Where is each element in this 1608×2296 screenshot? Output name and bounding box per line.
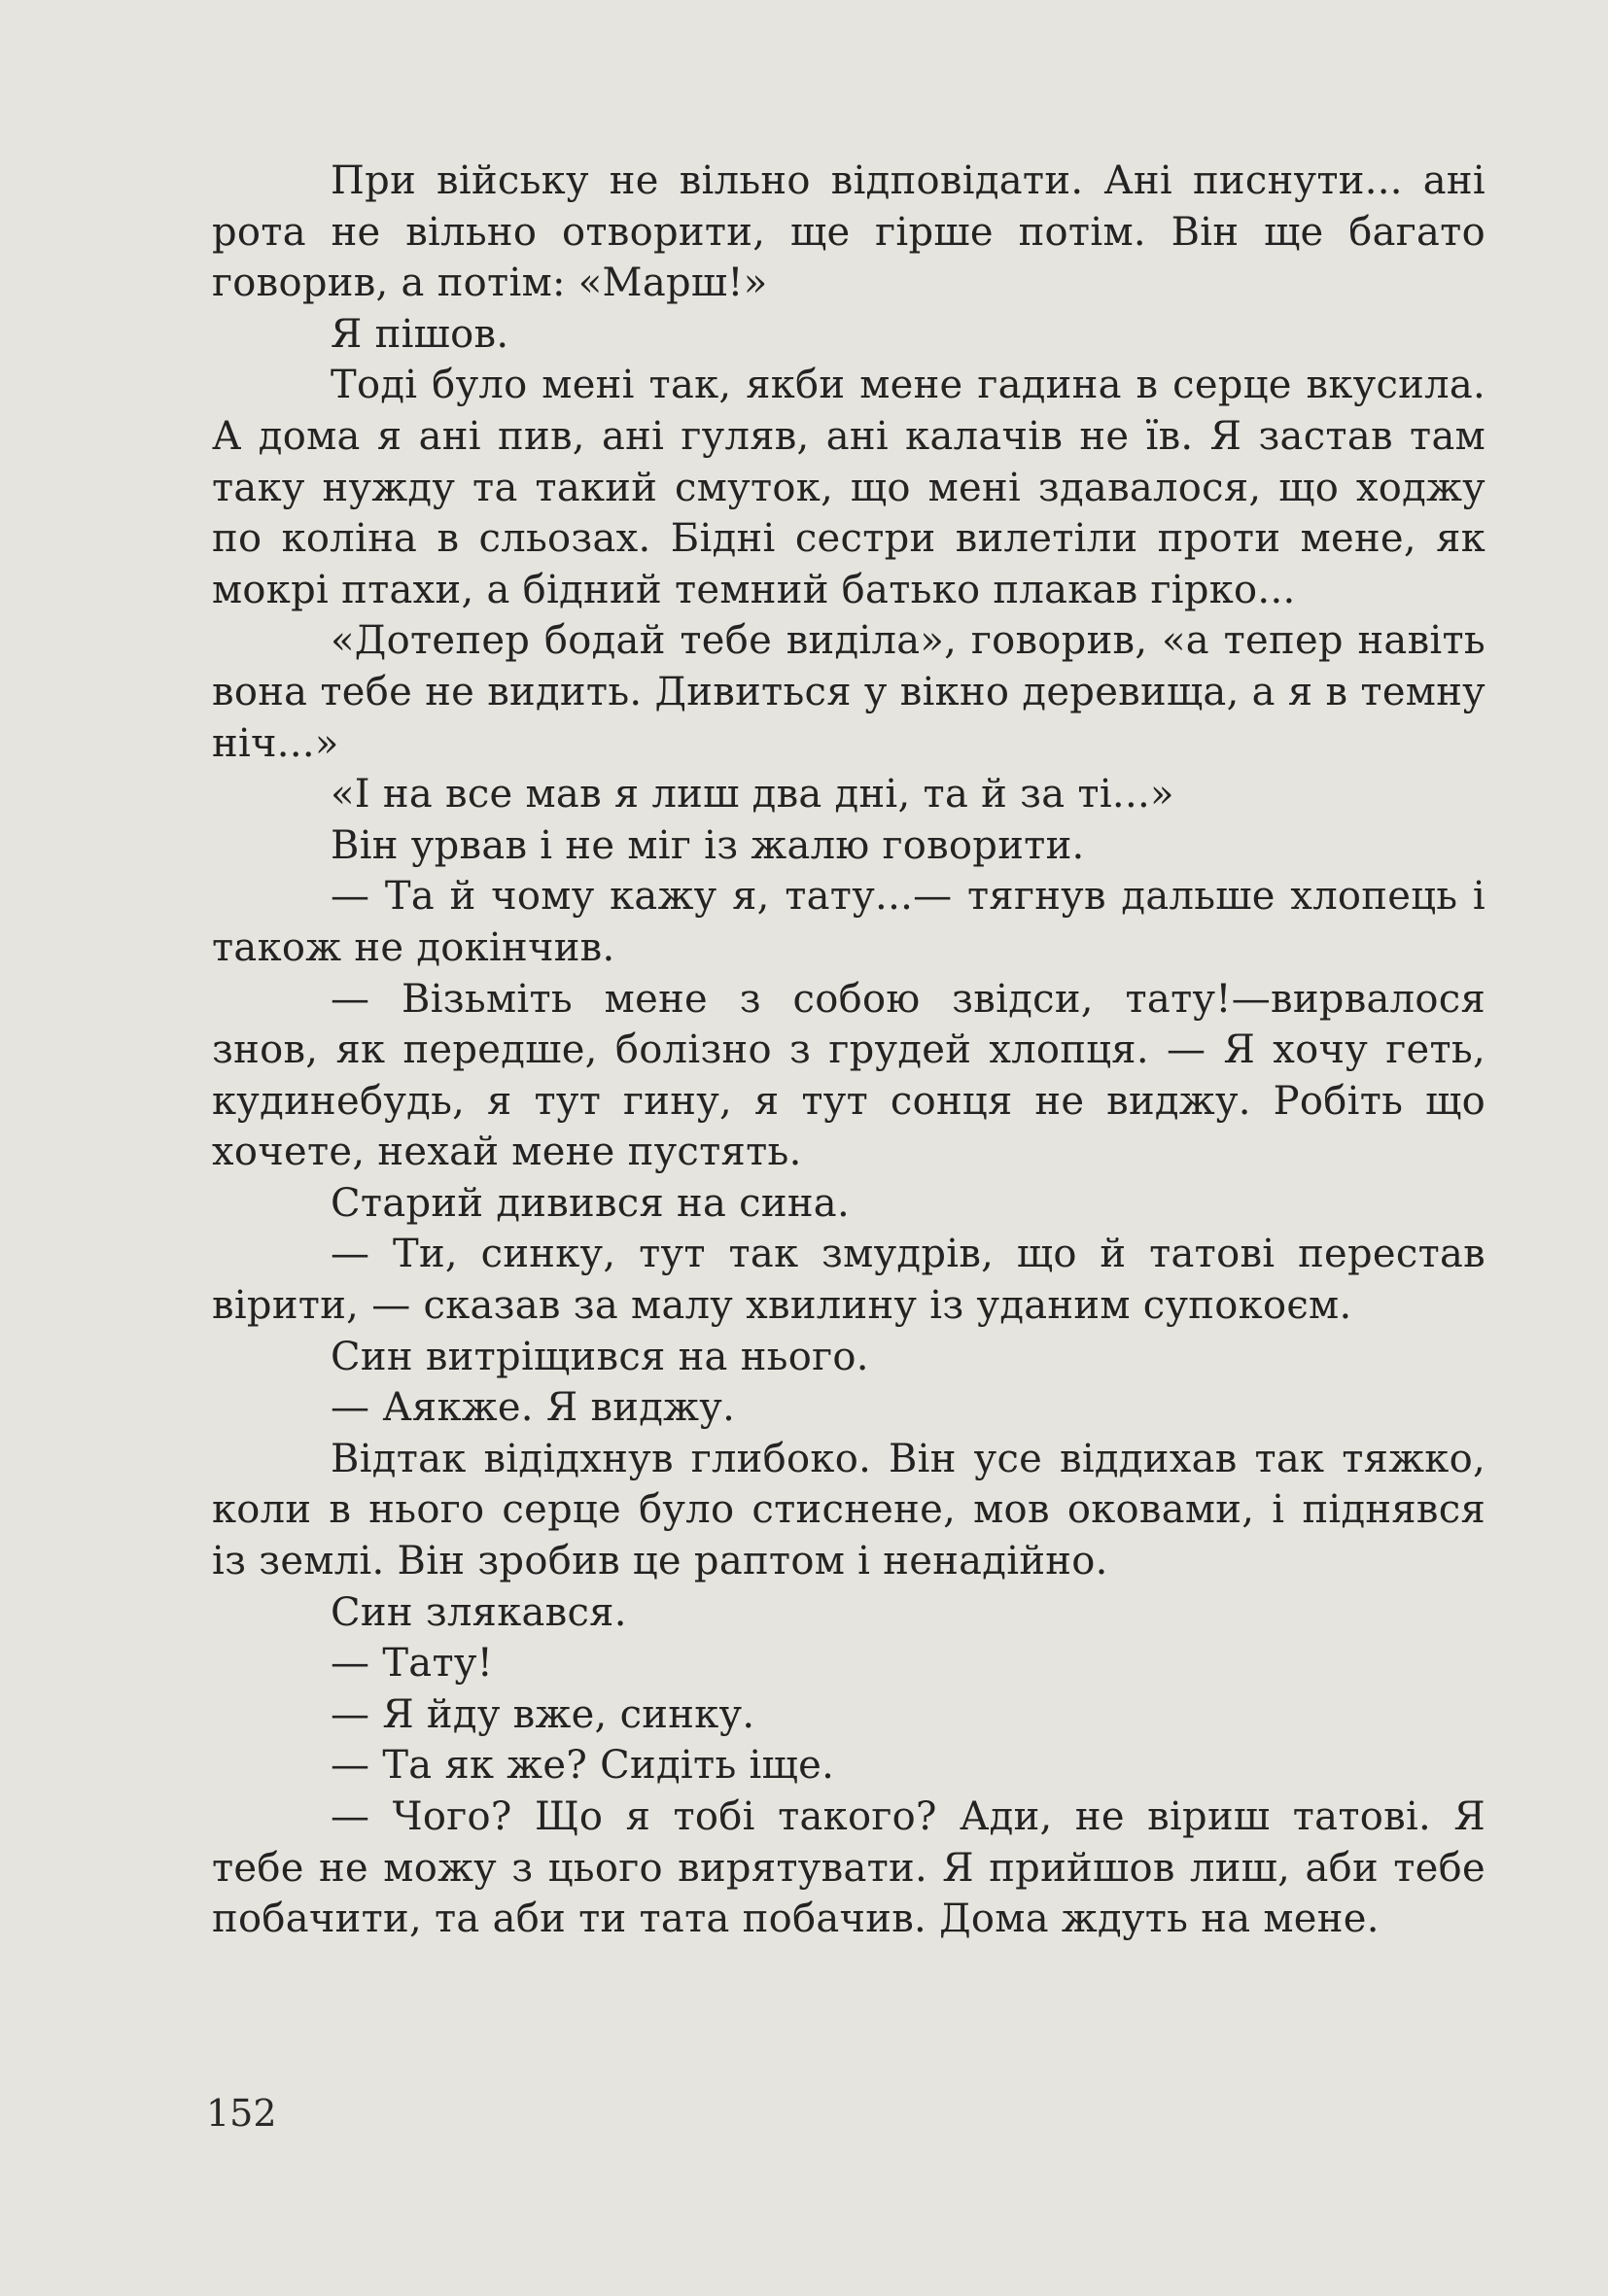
paragraph: Син витріщився на нього. <box>331 1334 869 1379</box>
paragraph: — Ти, синку, тут так змудрів, що й татові перестав вірити, — сказав за малу хвилину із уданим супокоєм. <box>212 1232 1486 1329</box>
paragraph: Відтак відідхнув глибоко. Він усе віддихав так тяжко, коли в нього серце було стиснене, мов оковами, і піднявся із землі. Він зробив це раптом і ненадійно. <box>212 1436 1486 1584</box>
paragraph: Він урвав і не міг із жалю говорити. <box>331 822 1085 868</box>
paragraph: — Я йду вже, синку. <box>331 1691 755 1737</box>
paragraph: — Та й чому кажу я, тату...— тягнув дальше хлопець і також не докінчив. <box>212 874 1486 970</box>
paragraph: Я пішов. <box>331 311 509 357</box>
page-number: 152 <box>206 2092 277 2135</box>
paragraph: При війську не вільно відповідати. Ані писнути... ані рота не вільно отворити, ще гірше потім. Він ще багато говорив, а потім: «Марш!» <box>212 158 1486 306</box>
body-text <box>212 156 1486 1945</box>
paragraph: Син злякався. <box>331 1589 627 1635</box>
paragraph: Старий дивився на сина. <box>331 1180 850 1226</box>
paragraph: — Чого? Що я тобі такого? Ади, не віриш татові. Я тебе не можу з цього вирятувати. Я прийшов лиш, аби тебе побачити, та аби ти тата побачив. Дома ждуть на мене. <box>212 1794 1486 1942</box>
paragraph: «І на все мав я лиш два дні, та й за ті...» <box>331 772 1174 818</box>
paragraph: — Тату! <box>331 1641 494 1687</box>
paragraph: — Аякже. Я виджу. <box>331 1385 736 1431</box>
paragraph: «Дотепер бодай тебе виділа», говорив, «а тепер навіть вона тебе не видить. Дивиться у вікно деревища, а я в темну ніч...» <box>212 618 1486 766</box>
paragraph: Тоді було мені так, якби мене гадина в серце вкусила. А дома я ані пив, ані гуляв, ані калачів не їв. Я застав там таку нужду та такий смуток, що мені здавалося, що ходжу по коліна в сльозах. Бідні сестри вилетіли проти мене, як мокрі птахи, а бідний темний батько плакав гірко... <box>212 363 1486 612</box>
paragraph: — Та як же? Сидіть іще. <box>331 1743 835 1789</box>
paragraph: — Візьміть мене з собою звідси, тату!—вирвалося знов, як передше, болізно з грудей хлопця. — Я хочу геть, кудинебудь, я тут гину, я тут сонця не виджу. Робіть що хочете, нехай мене пустять. <box>212 976 1486 1175</box>
